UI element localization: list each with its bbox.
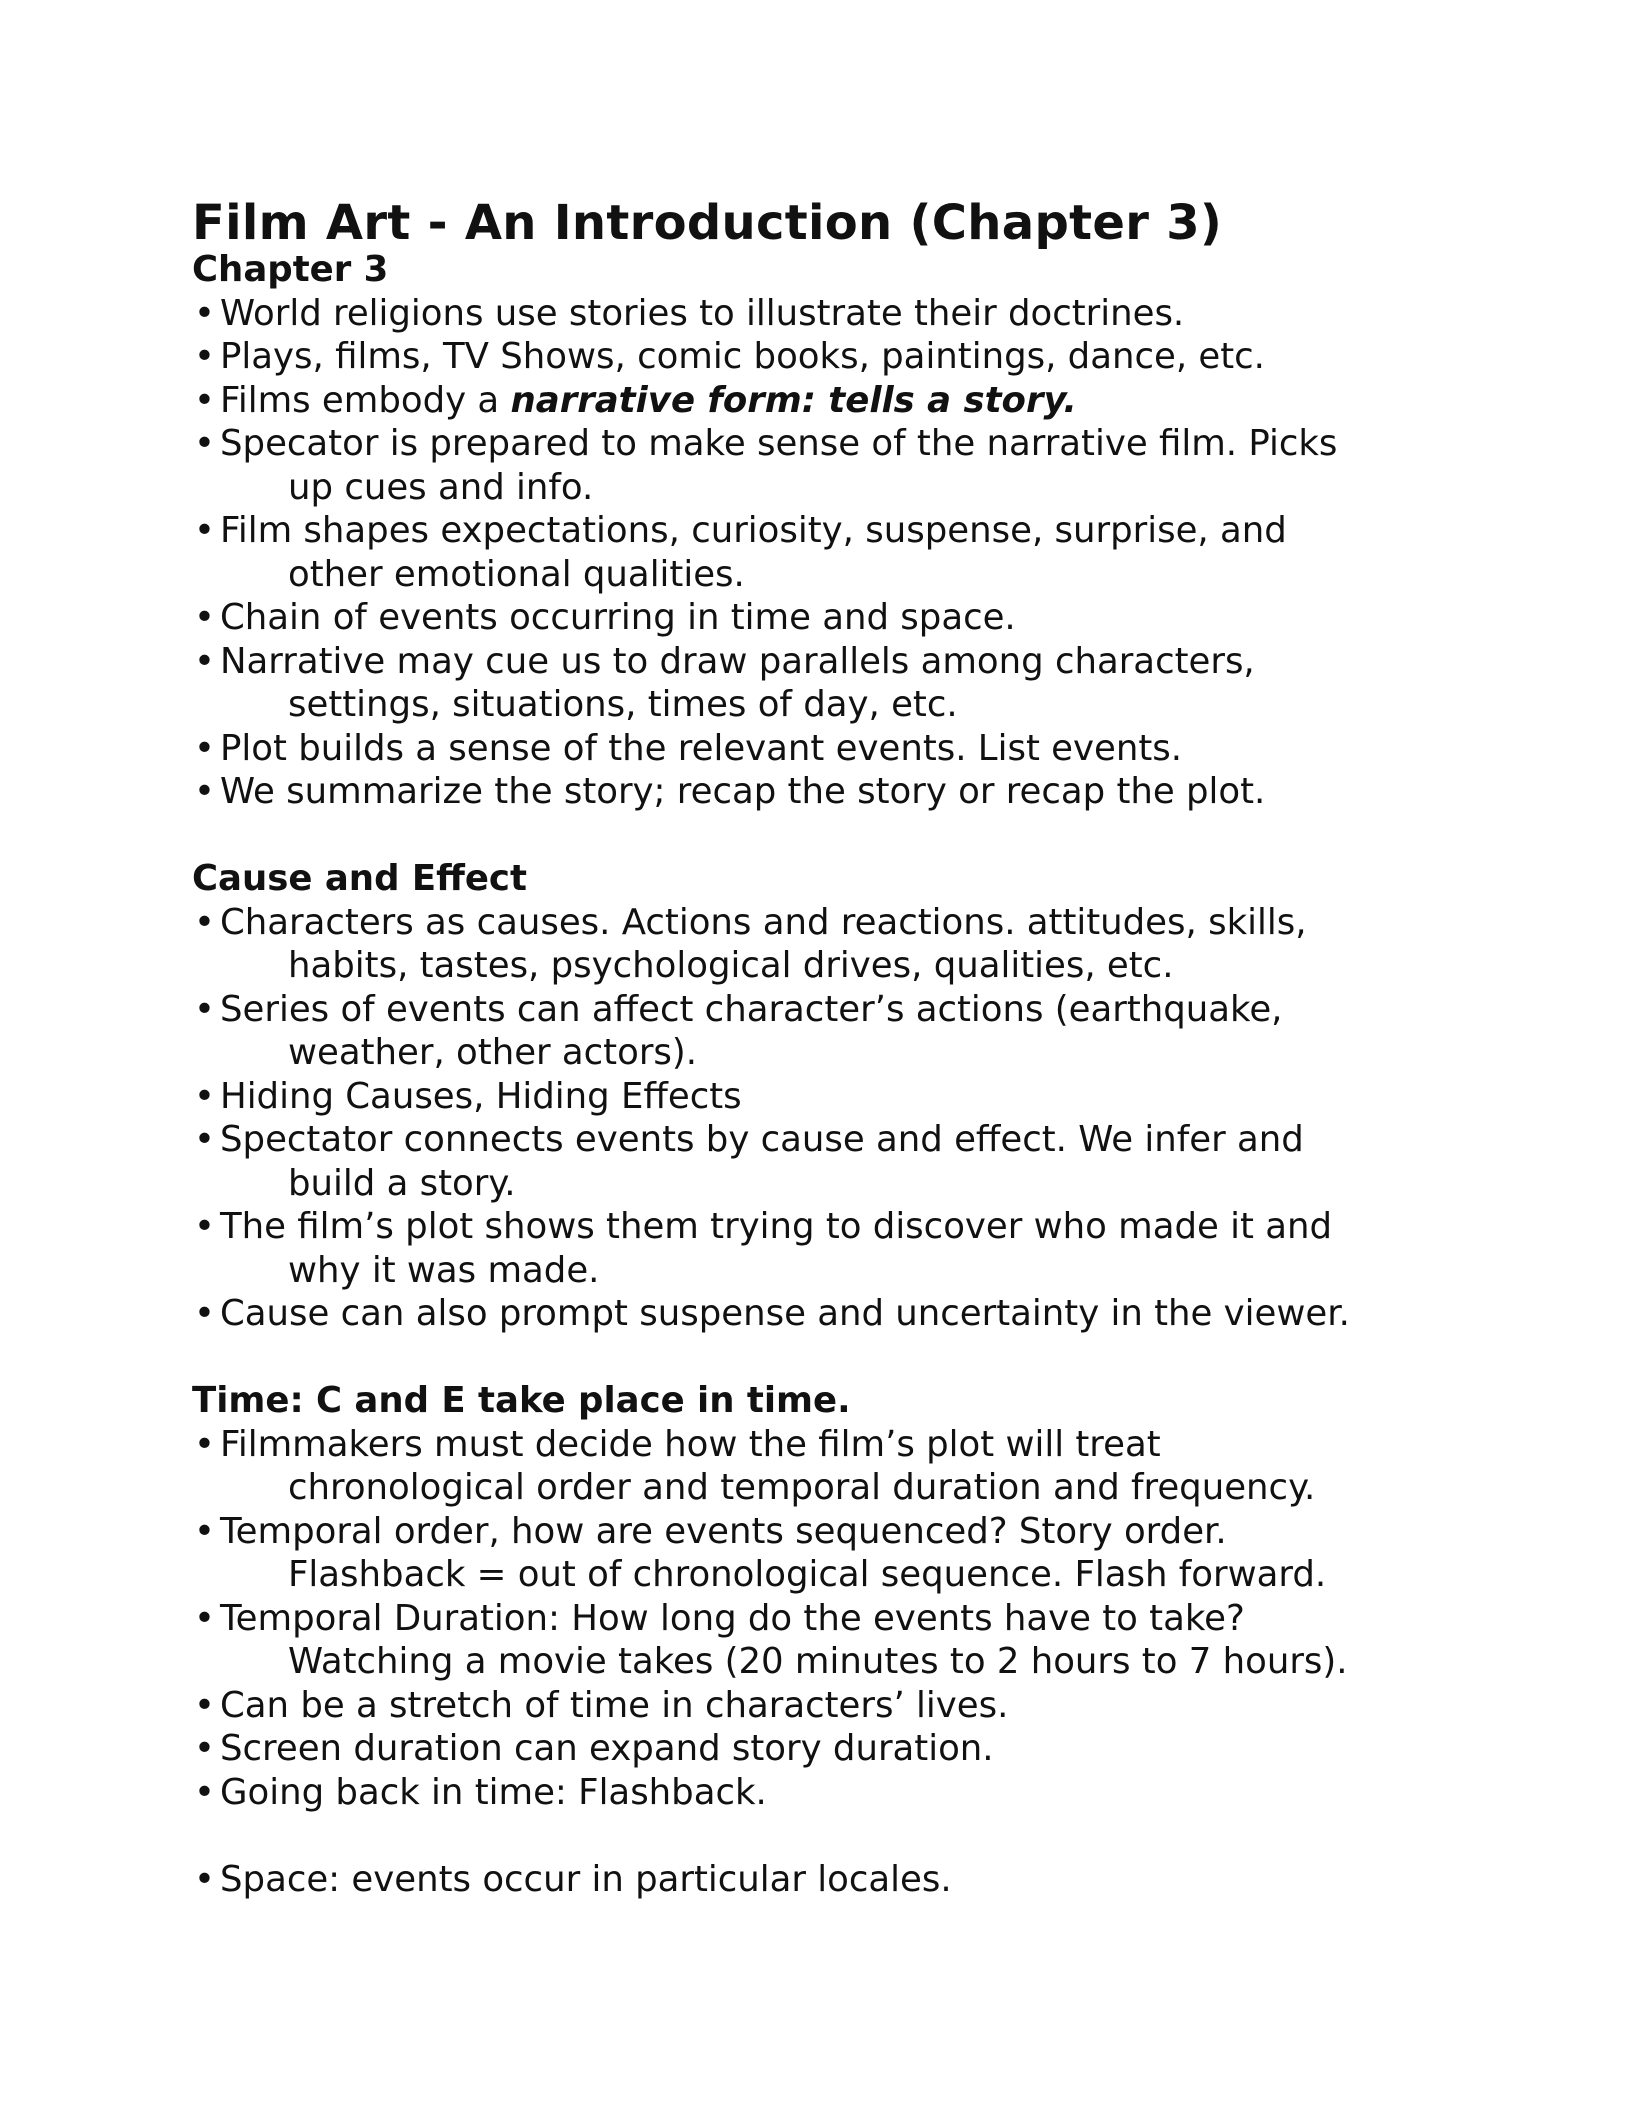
- bullet-glyph: •: [194, 1771, 215, 1813]
- list-item-text: Characters as causes. Actions and reactions. attitudes, skills,: [220, 901, 1307, 943]
- list-item-text: Plays, films, TV Shows, comic books, paintings, dance, etc.: [220, 336, 1265, 377]
- list-item-text: Film shapes expectations, curiosity, suspense, surprise, and: [220, 510, 1287, 551]
- list-item-text: The film’s plot shows them trying to discover who made it and: [220, 1206, 1333, 1247]
- list-item: [192, 335, 1492, 379]
- list-item-text-continuation: Flashback = out of chronological sequence. Flash forward.: [288, 1554, 1327, 1595]
- section-spacer: [192, 1814, 1492, 1858]
- section-spacer: [192, 1336, 1492, 1380]
- bullet-glyph: •: [194, 1684, 215, 1726]
- bullet-glyph: •: [194, 1206, 215, 1247]
- bullet-glyph: •: [194, 1597, 215, 1639]
- bullet-glyph: •: [194, 1510, 215, 1552]
- bullet-glyph: •: [194, 1293, 215, 1334]
- list-item-text: Chain of events occurring in time and space.: [220, 597, 1016, 638]
- bullet-list-cause-and-effect: [192, 901, 1492, 1336]
- page-title: Film Art - An Introduction (Chapter 3): [192, 195, 1223, 251]
- list-item-text: Temporal order, how are events sequenced? Story order.: [220, 1510, 1227, 1552]
- bullet-glyph: •: [194, 901, 215, 943]
- list-item-text: Temporal Duration: How long do the events have to take?: [220, 1597, 1245, 1639]
- list-item: [192, 379, 1492, 423]
- list-item-text: Spectator connects events by cause and effect. We infer and: [220, 1119, 1304, 1160]
- list-item: [192, 1423, 1492, 1510]
- list-item-text: Cause can also prompt suspense and uncertainty in the viewer.: [220, 1293, 1350, 1334]
- list-item: [192, 1075, 1492, 1119]
- bullet-glyph: •: [194, 379, 215, 421]
- list-item: [192, 1510, 1492, 1597]
- list-item-text-continuation: chronological order and temporal duration and frequency.: [288, 1467, 1316, 1508]
- bullet-glyph: •: [194, 1858, 215, 1900]
- list-item: [192, 292, 1492, 336]
- section-heading-cause-and-effect: Cause and Effect: [192, 858, 527, 899]
- bullet-glyph: •: [194, 1075, 215, 1117]
- list-item-text-continuation: build a story.: [288, 1162, 516, 1204]
- list-item-text: Filmmakers must decide how the film’s plot will treat: [220, 1423, 1161, 1465]
- list-item-text: Series of events can affect character’s actions (earthquake,: [220, 988, 1283, 1030]
- list-item-text: World religions use stories to illustrate their doctrines.: [220, 292, 1185, 334]
- list-item-text-continuation: other emotional qualities.: [288, 553, 745, 595]
- list-item: [192, 1118, 1492, 1205]
- bullet-glyph: •: [194, 292, 215, 334]
- list-item: [192, 1727, 1492, 1771]
- bullet-glyph: •: [194, 1728, 215, 1769]
- list-item-text-continuation: up cues and info.: [288, 466, 594, 508]
- list-item: [192, 901, 1492, 988]
- list-item-text-continuation: habits, tastes, psychological drives, qualities, etc.: [288, 945, 1174, 986]
- list-item-text: Hiding Causes, Hiding Effects: [220, 1075, 742, 1117]
- list-item-text: Narrative may cue us to draw parallels among characters,: [220, 640, 1255, 682]
- bullet-list-time: [192, 1423, 1492, 1815]
- list-item: [192, 770, 1492, 814]
- list-item: [192, 509, 1492, 596]
- list-item: [192, 640, 1492, 727]
- section-spacer: [192, 814, 1492, 858]
- bullet-glyph: •: [194, 510, 215, 551]
- list-item-text: Space: events occur in particular locales.: [220, 1858, 952, 1900]
- bullet-glyph: •: [194, 597, 215, 638]
- section-heading-chapter-3: Chapter 3: [192, 249, 389, 290]
- list-item-text-continuation: why it was made.: [288, 1249, 600, 1291]
- document-body: [192, 195, 1492, 1901]
- bullet-glyph: •: [194, 1119, 215, 1160]
- bullet-glyph: •: [194, 727, 215, 769]
- bullet-glyph: •: [194, 988, 215, 1030]
- list-item: [192, 1205, 1492, 1292]
- list-item: [192, 988, 1492, 1075]
- list-item-text: [220, 379, 1492, 423]
- list-item-text: Specator is prepared to make sense of the narrative film. Picks: [220, 423, 1338, 464]
- list-item-text: Going back in time: Flashback.: [220, 1771, 767, 1813]
- bullet-glyph: •: [194, 336, 215, 377]
- bullet-glyph: •: [194, 423, 215, 464]
- list-item: [192, 1292, 1492, 1336]
- list-item-text: Screen duration can expand story duration.: [220, 1728, 994, 1769]
- list-item-text-continuation: weather, other actors).: [288, 1032, 698, 1073]
- list-item: [192, 1684, 1492, 1728]
- bullet-list-chapter-3: [192, 292, 1492, 814]
- list-item: [192, 1771, 1492, 1815]
- bullet-list-space: [192, 1858, 1492, 1902]
- list-item: [192, 596, 1492, 640]
- list-item: [192, 422, 1492, 509]
- bullet-glyph: •: [194, 771, 215, 812]
- bullet-glyph: •: [194, 1423, 215, 1465]
- emphasized-text: narrative form: tells a story.: [510, 379, 1077, 421]
- section-heading-time: Time: C and E take place in time.: [192, 1380, 851, 1421]
- list-item: [192, 727, 1492, 771]
- list-item: [192, 1597, 1492, 1684]
- list-item-text-continuation: settings, situations, times of day, etc.: [288, 684, 958, 725]
- list-item-text-continuation: Watching a movie takes (20 minutes to 2 hours to 7 hours).: [288, 1641, 1348, 1682]
- bullet-glyph: •: [194, 640, 215, 682]
- list-item-text: Plot builds a sense of the relevant events. List events.: [220, 727, 1183, 769]
- list-item: [192, 1858, 1492, 1902]
- list-item-text: We summarize the story; recap the story or recap the plot.: [220, 771, 1266, 812]
- list-item-text-prefix: Films embody a: [220, 379, 511, 421]
- list-item-text: Can be a stretch of time in characters’ lives.: [220, 1684, 1009, 1726]
